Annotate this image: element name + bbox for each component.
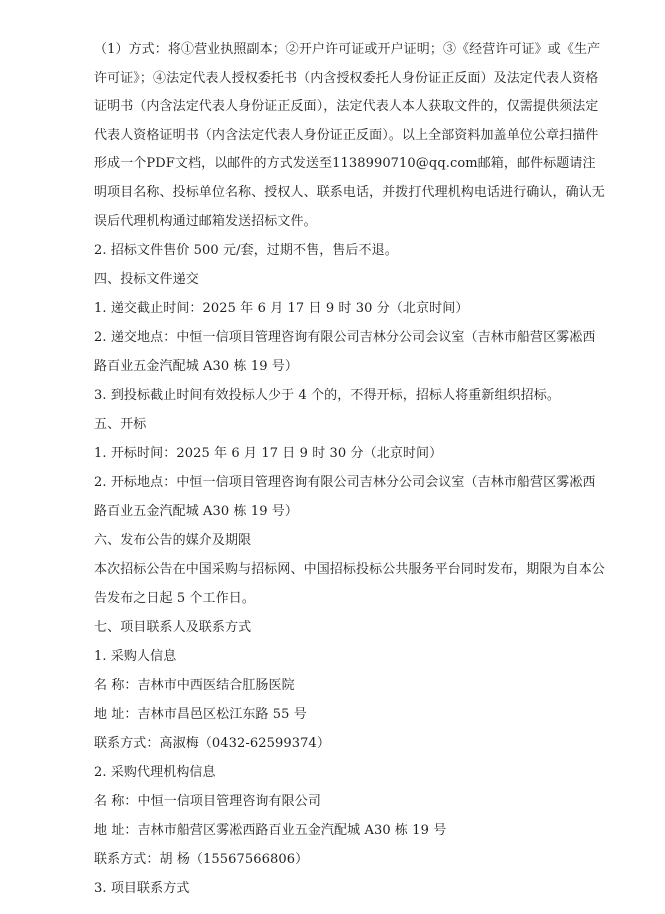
method-paragraph: （1）方式：将①营业执照副本；②开户许可证或开户证明；③《经营许可证》或《生产许可证》；④法定代表人授权委托书（内含授权委托人身份证正反面）及法定代表人资格证明书（内含法定代表人身份证正反面），法定代表人本人获取文件的，仅需提供须法定代表人资格证明书（内含法定代表人身份证正反面）。以上全部资料加盖单位公章扫描件形成一个PDF文档，以邮件的方式发送至1138990710@qq.com邮箱，邮件标题请注明项目名称、投标单位名称、授权人、联系电话，并拨打代理机构电话进行确认，确认无误后代理机构通过邮箱发送招标文件。 — [94, 42, 605, 229]
section-heading-7: 七、项目联系人及联系方式 — [94, 620, 252, 635]
agency-name: 名 称：中恒一信项目管理咨询有限公司 — [94, 794, 321, 809]
purchaser-contact: 联系方式：高淑梅（0432-62599374） — [94, 736, 330, 751]
purchaser-address: 地 址：吉林市昌邑区松江东路 55 号 — [94, 707, 307, 722]
price-paragraph: 2. 招标文件售价 500 元/套，过期不售，售后不退。 — [94, 243, 398, 258]
media-paragraph: 本次招标公告在中国采购与招标网、中国招标投标公共服务平台同时发布，期限为自本公告发布之日起 5 个工作日。 — [94, 562, 605, 606]
purchaser-info-heading: 1. 采购人信息 — [94, 649, 177, 664]
agency-contact: 联系方式：胡 杨（15567566806） — [94, 852, 309, 867]
project-contact-heading: 3. 项目联系方式 — [94, 881, 190, 896]
opening-time-paragraph: 1. 开标时间：2025 年 6 月 17 日 9 时 30 分（北京时间） — [94, 446, 443, 461]
opening-location-paragraph: 2. 开标地点：中恒一信项目管理咨询有限公司吉林分公司会议室（吉林市船营区雾凇西路百业五金汽配城 A30 栋 19 号） — [94, 475, 596, 519]
section-heading-6: 六、发布公告的媒介及期限 — [94, 533, 252, 548]
agency-address: 地 址：吉林市船营区雾凇西路百业五金汽配城 A30 栋 19 号 — [94, 823, 447, 838]
submission-location-paragraph: 2. 递交地点：中恒一信项目管理咨询有限公司吉林分公司会议室（吉林市船营区雾凇西路百业五金汽配城 A30 栋 19 号） — [94, 330, 596, 374]
deadline-paragraph: 1. 递交截止时间：2025 年 6 月 17 日 9 时 30 分（北京时间） — [94, 301, 469, 316]
min-bidders-paragraph: 3. 到投标截止时间有效投标人少于 4 个的，不得开标，招标人将重新组织招标。 — [94, 388, 560, 403]
section-heading-5: 五、开标 — [94, 417, 147, 432]
purchaser-name: 名 称：吉林市中西医结合肛肠医院 — [94, 678, 295, 693]
agency-info-heading: 2. 采购代理机构信息 — [94, 765, 216, 780]
section-heading-4: 四、投标文件递交 — [94, 272, 199, 287]
